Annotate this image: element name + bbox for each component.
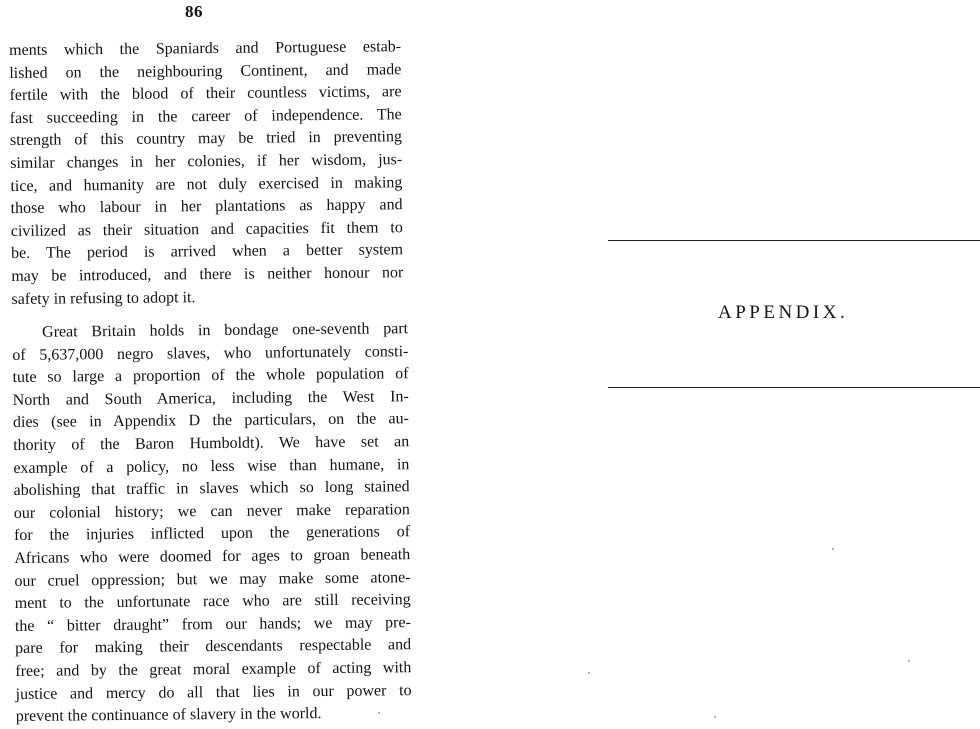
- text-line: North and South America, including the West In-: [12, 387, 409, 409]
- text-line: Great Britain holds in bondage one-seventh part: [42, 320, 409, 341]
- text-line: may be introduced, and there is neither honour nor: [11, 264, 404, 285]
- text-line: ment to the unfortunate race who are still receiving: [14, 591, 411, 613]
- text-line: those who labour in her plantations as happy and: [10, 196, 403, 218]
- text-line: similar changes in her colonies, if her wisdom, jus-: [10, 151, 403, 172]
- text-line: Africans who were doomed for ages to groan beneath: [14, 546, 411, 567]
- paper-speck: [908, 660, 910, 662]
- paragraph-2: [12, 318, 412, 728]
- text-line: our colonial history; we can never make reparation: [13, 500, 410, 522]
- bottom-rule: [608, 387, 980, 388]
- text-line: justice and mercy do all that lies in our power to: [15, 681, 412, 703]
- text-line: dies (see in Appendix D the particulars, on the au-: [12, 410, 410, 432]
- text-line: abolishing that traffic in slaves which so long stained: [13, 478, 410, 500]
- left-page: [0, 0, 430, 726]
- text-line: be. The period is arrived when a better system: [10, 241, 404, 263]
- top-rule: [608, 240, 980, 241]
- text-line: for the injuries inflicted upon the generations of: [13, 523, 411, 545]
- text-line: our cruel oppression; but we may make some atone-: [14, 568, 411, 590]
- text-line: prevent the continuance of slavery in the world.: [15, 705, 322, 726]
- text-line: safety in refusing to adopt it.: [11, 288, 196, 308]
- paper-speck: [588, 672, 590, 674]
- text-line: lished on the neighbouring Continent, and made: [9, 60, 402, 82]
- right-page: [600, 0, 980, 720]
- text-line: pare for making their descendants respectable and: [15, 636, 412, 658]
- text-line: civilized as their situation and capacities fit them to: [10, 218, 403, 240]
- paper-speck: [714, 716, 716, 718]
- text-line: example of a policy, no less wise than humane, in: [13, 455, 410, 477]
- paper-speck: [832, 548, 834, 550]
- text-line: strength of this country may be tried in preventing: [9, 128, 403, 150]
- text-line: of 5,637,000 negro slaves, who unfortunately consti-: [12, 342, 409, 364]
- text-line: the “ bitter draught” from our hands; we may pre-: [14, 613, 411, 635]
- paragraph-1: [9, 36, 404, 311]
- text-line: tute so large a proportion of the whole population of: [12, 365, 409, 387]
- text-line: free; and by the great moral example of acting with: [15, 659, 412, 680]
- text-line: fast succeeding in the career of independence. The: [9, 106, 402, 127]
- text-line: fertile with the blood of their countless victims, are: [9, 83, 402, 105]
- text-line: ments which the Spaniards and Portuguese estab-: [9, 38, 402, 59]
- paper-speck: [378, 712, 380, 714]
- appendix-heading: APPENDIX.: [718, 302, 849, 323]
- text-line: tice, and humanity are not duly exercised in making: [10, 173, 403, 195]
- text-line: thority of the Baron Humboldt). We have set an: [13, 433, 410, 454]
- page-number: 86: [185, 2, 203, 21]
